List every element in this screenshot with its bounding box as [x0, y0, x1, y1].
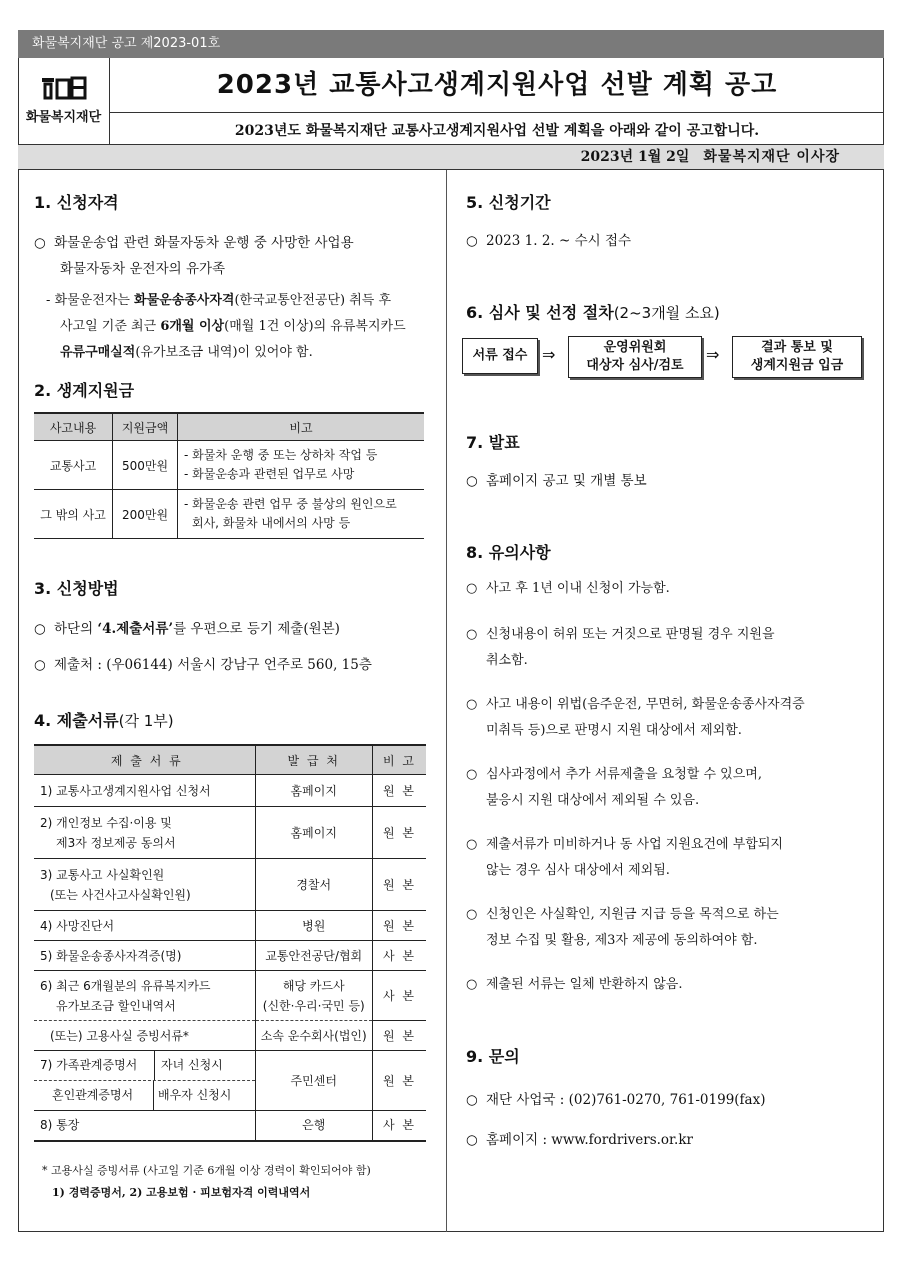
bullet-icon: ○ — [466, 473, 478, 489]
table-row — [34, 441, 424, 490]
table-row: 2) 개인정보 수집·이용 및 제3자 정보제공 동의서 홈페이지 원 본 — [34, 807, 426, 859]
th-amount: 지원금액 — [113, 413, 178, 441]
bullet-icon: ○ — [34, 235, 46, 251]
section-5-heading: 5. 신청기간 — [466, 193, 551, 212]
bullet-icon: ○ — [466, 233, 478, 249]
th-issuer: 발 급 처 — [255, 745, 372, 775]
section-7-body — [466, 468, 647, 494]
table-row: 혼인관계증명서 배우자 신청시 — [34, 1081, 426, 1111]
eligibility-detail-2: 사고일 기준 최근 6개월 이상(매월 1건 이상)의 유류복지카드 — [60, 319, 406, 334]
table-row: 5) 화물운송종사자격증(명) 교통안전공단/협회 사 본 — [34, 941, 426, 971]
flow-step-1: 서류 접수 — [462, 338, 538, 374]
section-3-body: ○ 하단의 ‘4.제출서류’를 우편으로 등기 제출(원본) ○ 제출처 : (우06144) 서울시 강남구 언주로 560, 15층 — [34, 616, 434, 678]
date-signature-bar — [18, 144, 884, 170]
column-divider — [446, 170, 447, 1232]
flow-arrow-icon: ⇒ — [706, 345, 720, 364]
table-row: 3) 교통사고 사실확인원 (또는 사건사고사실확인원) 경찰서 원 본 — [34, 859, 426, 911]
remarks-cell: - 화물차 운행 중 또는 상하차 작업 등 - 화물운송과 관련된 업무로 사망 — [178, 441, 425, 490]
announcement-method: 홈페이지 공고 및 개별 통보 — [486, 473, 647, 489]
eligibility-detail-1: - 화물운전자는 화물운송종사자격(한국교통안전공단) 취득 후 — [46, 293, 392, 308]
remarks-cell: - 화물운송 관련 업무 중 불상의 원인으로 회사, 화물차 내에서의 사망 등 — [178, 490, 425, 539]
section-9-heading: 9. 문의 — [466, 1047, 520, 1066]
table-row — [34, 490, 424, 539]
th-remarks: 비고 — [178, 413, 425, 441]
section-2-heading: 2. 생계지원금 — [34, 381, 135, 400]
table-row: (또는) 고용사실 증빙서류* 소속 운수회사(법인) 원 본 — [34, 1021, 426, 1051]
flow-step-3: 결과 통보 및 생계지원금 입금 — [732, 336, 862, 378]
table-row: 6) 최근 6개월분의 유류복지카드 유가보조금 할인내역서 해당 카드사 (신한·우리·국민 등) 사 본 — [34, 971, 426, 1021]
documents-footnote: * 고용사실 증빙서류 (사고일 기준 6개월 이상 경력이 확인되어야 함) 1) 경력증명서, 2) 고용보험 · 피보험자격 이력내역서 — [42, 1164, 371, 1199]
table-row: 4) 사망진단서 병원 원 본 — [34, 911, 426, 941]
table-row: 8) 통장 은행 사 본 — [34, 1111, 426, 1141]
signer: 화물복지재단 이사장 — [703, 149, 840, 165]
table-row: 1) 교통사고생계지원사업 신청서 홈페이지 원 본 — [34, 775, 426, 807]
logo-org-name: 화물복지재단 — [25, 110, 102, 125]
bullet-icon: ○ — [34, 657, 46, 673]
contact-website[interactable]: 홈페이지 : www.fordrivers.or.kr — [486, 1132, 693, 1148]
list-item: ○ 사고 내용이 위법(음주운전, 무면허, 화물운송종사자격증 미취득 등)으로 판명시 지원 대상에서 제외함. — [466, 697, 805, 738]
section-8-heading: 8. 유의사항 — [466, 543, 551, 562]
th-note: 비 고 — [372, 745, 426, 775]
accident-type-cell: 그 밖의 사고 — [34, 490, 113, 539]
page-title: 2023년 교통사고생계지원사업 선발 계획 공고 — [216, 70, 778, 100]
notice-date: 2023년 1월 2일 — [580, 149, 690, 165]
th-document: 제 출 서 류 — [34, 745, 255, 775]
list-item: ○ 사고 후 1년 이내 신청이 가능함. — [466, 581, 670, 596]
amount-cell: 200만원 — [113, 490, 178, 539]
flow-arrow-icon: ⇒ — [542, 345, 556, 364]
submission-address: 제출처 : (우06144) 서울시 강남구 언주로 560, 15층 — [54, 657, 372, 673]
section-7-heading: 7. 발표 — [466, 433, 520, 452]
precautions-list — [466, 576, 870, 1018]
application-period: 2023 1. 2. ~ 수시 접수 — [486, 233, 632, 249]
section-6-heading: 6. 심사 및 선정 절차(2~3개월 소요) — [466, 303, 720, 322]
accident-type-cell: 교통사고 — [34, 441, 113, 490]
title-divider — [110, 112, 884, 113]
eligibility-detail-3: 유류구매실적(유가보조금 내역)이 있어야 함. — [60, 345, 313, 360]
flow-step-2: 운영위원회 대상자 심사/검토 — [568, 336, 702, 378]
notice-number-bar: 화물복지재단 공고 제2023-01호 — [18, 30, 884, 58]
bullet-icon: ○ — [466, 1132, 478, 1148]
page-subtitle: 2023년도 화물복지재단 교통사고생계지원사업 선발 계획을 아래와 같이 공고합니다. — [234, 123, 760, 139]
list-item: ○ 제출서류가 미비하거나 동 사업 지원요건에 부합되지 않는 경우 심사 대상에서 제외됨. — [466, 837, 783, 878]
logo-box — [18, 58, 110, 144]
contact-info — [466, 1080, 765, 1160]
section-3-heading: 3. 신청방법 — [34, 579, 119, 598]
amount-cell: 500만원 — [113, 441, 178, 490]
list-item: ○ 신청인은 사실확인, 지원금 지급 등을 목적으로 하는 정보 수집 및 활용, 제3자 제공에 동의하여야 함. — [466, 907, 779, 948]
bullet-icon: ○ — [34, 621, 46, 637]
section-5-body — [466, 228, 631, 254]
required-documents-table — [34, 744, 426, 1142]
table-row: 7) 가족관계증명서 자녀 신청시 주민센터 원 본 — [34, 1051, 426, 1081]
foundation-logo-icon — [18, 74, 109, 100]
list-item: ○ 심사과정에서 추가 서류제출을 요청할 수 있으며, 불응시 지원 대상에서 제외될 수 있음. — [466, 767, 762, 808]
support-amount-table — [34, 412, 424, 539]
bullet-icon: ○ — [466, 1092, 478, 1108]
eligibility-line-1: 화물운송업 관련 화물자동차 운행 중 사망한 사업용 — [54, 235, 354, 251]
list-item: ○ 제출된 서류는 일체 반환하지 않음. — [466, 977, 683, 992]
list-item: ○ 신청내용이 허위 또는 거짓으로 판명될 경우 지원을 취소함. — [466, 627, 775, 668]
th-accident-type: 사고내용 — [34, 413, 113, 441]
section-1-body — [34, 230, 434, 366]
eligibility-line-2: 화물자동차 운전자의 유가족 — [60, 261, 226, 277]
section-4-heading: 4. 제출서류(각 1부) — [34, 711, 174, 730]
section-1-heading: 1. 신청자격 — [34, 193, 119, 212]
contact-phone: 재단 사업국 : (02)761-0270, 761-0199(fax) — [486, 1092, 766, 1108]
